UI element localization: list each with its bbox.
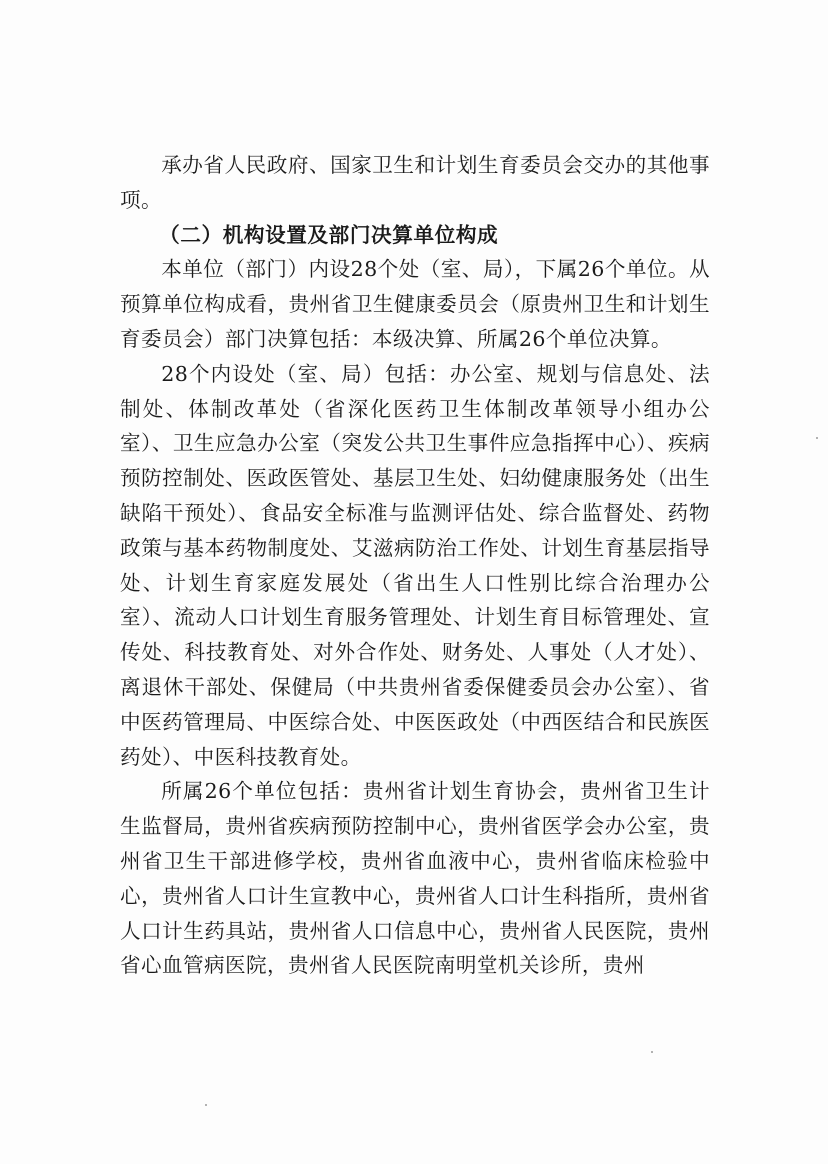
scan-speck — [816, 437, 818, 439]
paragraph-structure: 本单位（部门）内设28个处（室、局），下属26个单位。从预算单位构成看，贵州省卫生健康委员会（原贵州卫生和计划生育委员会）部门决算包括：本级决算、所属26个单位决算。 — [120, 257, 710, 351]
scan-speck — [651, 1051, 653, 1053]
paragraph-other-matters: 承办省人民政府、国家卫生和计划生育委员会交办的其他事项。 — [120, 153, 710, 212]
paragraph-affiliated-units: 所属26个单位包括：贵州省计划生育协会，贵州省卫生计生监督局，贵州省疾病预防控制中心，贵州省医学会办公室，贵州省卫生干部进修学校，贵州省血液中心，贵州省临床检验中心，贵州省人口计生宣教中心，贵州省人口计生科指所，贵州省人口计生药具站，贵州省人口信息中心，贵州省人民医院，贵州省心血管病医院，贵州省人民医院南明堂机关诊所，贵州 — [120, 779, 710, 978]
section-heading: （二）机构设置及部门决算单位构成 — [159, 222, 499, 247]
document-body — [120, 148, 710, 983]
paragraph-internal-departments: 28个内设处（室、局）包括：办公室、规划与信息处、法制处、体制改革处（省深化医药卫生体制改革领导小组办公室）、卫生应急办公室（突发公共卫生事件应急指挥中心）、疾病预防控制处、医政医管处、基层卫生处、妇幼健康服务处（出生缺陷干预处）、食品安全标准与监测评估处、综合监督处、药物政策与基本药物制度处、艾滋病防治工作处、计划生育基层指导处、计划生育家庭发展处（省出生人口性别比综合治理办公室）、流动人口计划生育服务管理处、计划生育目标管理处、宣传处、科技教育处、对外合作处、财务处、人事处（人才处）、离退休干部处、保健局（中共贵州省委保健委员会办公室）、省中医药管理局、中医综合处、中医医政处（中西医结合和民族医药处）、中医科技教育处。 — [120, 361, 710, 769]
scan-speck — [205, 1104, 207, 1106]
